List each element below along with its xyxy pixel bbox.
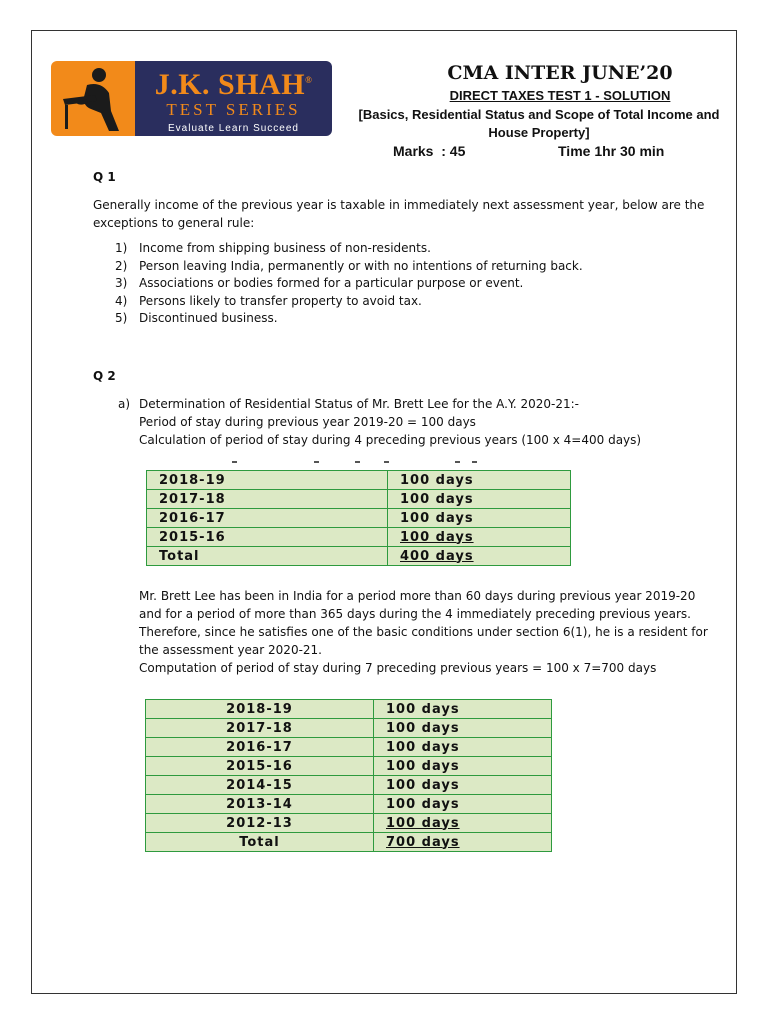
year-cell: 2016-17 xyxy=(147,509,388,528)
q1-intro-line: exceptions to general rule: xyxy=(93,216,255,230)
days-cell: 100 days xyxy=(374,757,552,776)
q2-paragraph-line: Mr. Brett Lee has been in India for a period more than 60 days during previous year 2019-20 xyxy=(139,589,696,603)
list-item xyxy=(115,240,583,258)
test-name: DIRECT TAXES TEST 1 - SOLUTION xyxy=(449,88,671,103)
year-cell: 2014-15 xyxy=(146,776,374,795)
stay-table-4-years xyxy=(146,470,571,566)
days-cell: 100 days xyxy=(374,795,552,814)
year-cell: 2017-18 xyxy=(146,719,374,738)
logo-tagline: Evaluate Learn Succeed xyxy=(168,122,299,134)
table-total-row xyxy=(147,547,571,566)
table-row xyxy=(147,471,571,490)
year-cell: 2018-19 xyxy=(147,471,388,490)
total-value: 400 days xyxy=(388,547,571,566)
list-item xyxy=(115,293,583,311)
test-scope xyxy=(344,106,734,142)
table-row xyxy=(146,719,552,738)
table-row xyxy=(147,509,571,528)
q2-paragraph-line: Therefore, since he satisfies one of the basic conditions under section 6(1), he is a resident for xyxy=(139,625,708,639)
logo-student-figure-icon xyxy=(51,61,135,136)
stay-table-7-years xyxy=(145,699,552,852)
list-number: 5) xyxy=(115,311,128,326)
q2-paragraph-line: and for a period of more than 365 days during the 4 immediately preceding previous years. xyxy=(139,607,691,621)
table-row xyxy=(146,738,552,757)
q1-intro-line: Generally income of the previous year is taxable in immediately next assessment year, below are the xyxy=(93,198,705,212)
marks: Marks : 45 xyxy=(393,143,466,159)
test-scope-line: [Basics, Residential Status and Scope of Total Income and xyxy=(358,107,720,122)
q2-text-line: Calculation of period of stay during 4 preceding previous years (100 x 4=400 days) xyxy=(139,433,642,447)
days-cell: 100 days xyxy=(374,814,552,833)
table-row xyxy=(146,814,552,833)
cropped-text-fragment xyxy=(228,459,478,465)
test-scope-line: House Property] xyxy=(488,125,590,140)
q2-heading: Q 2 xyxy=(93,369,116,383)
list-item xyxy=(115,310,583,328)
list-text: Person leaving India, permanently or with no intentions of returning back. xyxy=(139,258,583,273)
table-row xyxy=(146,700,552,719)
list-item xyxy=(115,275,583,293)
exam-title: CMA INTER JUNE’20 xyxy=(447,62,673,84)
registered-mark: ® xyxy=(305,74,313,85)
q1-heading: Q 1 xyxy=(93,170,116,184)
days-cell: 100 days xyxy=(374,776,552,795)
logo-text-panel xyxy=(135,61,332,136)
year-cell: 2017-18 xyxy=(147,490,388,509)
total-value: 700 days xyxy=(374,833,552,852)
q2-paragraph-line: the assessment year 2020-21. xyxy=(139,643,322,657)
time-allowed: Time 1hr 30 min xyxy=(558,143,665,159)
total-label: Total xyxy=(147,547,388,566)
jk-shah-logo xyxy=(51,61,332,136)
list-number: 4) xyxy=(115,293,128,308)
list-number: 2) xyxy=(115,258,128,273)
days-cell: 100 days xyxy=(388,509,571,528)
year-cell: 2018-19 xyxy=(146,700,374,719)
table-row xyxy=(146,795,552,814)
year-cell: 2013-14 xyxy=(146,795,374,814)
list-number: 3) xyxy=(115,276,128,291)
days-cell: 100 days xyxy=(374,738,552,757)
q2-paragraph-line: Computation of period of stay during 7 preceding previous years = 100 x 7=700 days xyxy=(139,661,657,675)
year-cell: 2016-17 xyxy=(146,738,374,757)
year-cell: 2015-16 xyxy=(147,528,388,547)
days-cell: 100 days xyxy=(388,528,571,547)
q2-part-label: a) xyxy=(118,397,131,411)
days-cell: 100 days xyxy=(374,700,552,719)
days-cell: 100 days xyxy=(388,490,571,509)
table-row xyxy=(146,757,552,776)
table-total-row xyxy=(146,833,552,852)
list-number: 1) xyxy=(115,241,128,255)
list-text: Persons likely to transfer property to avoid tax. xyxy=(139,293,422,308)
total-label: Total xyxy=(146,833,374,852)
year-cell: 2012-13 xyxy=(146,814,374,833)
days-cell: 100 days xyxy=(374,719,552,738)
list-text: Income from shipping business of non-residents. xyxy=(139,241,431,255)
year-cell: 2015-16 xyxy=(146,757,374,776)
logo-series: TEST SERIES xyxy=(166,99,301,119)
q2-text-line: Period of stay during previous year 2019-20 = 100 days xyxy=(139,415,476,429)
list-text: Discontinued business. xyxy=(139,311,278,326)
exceptions-list xyxy=(115,240,583,328)
list-text: Associations or bodies formed for a particular purpose or event. xyxy=(139,276,524,291)
table-row xyxy=(147,490,571,509)
table-row xyxy=(147,528,571,547)
days-cell: 100 days xyxy=(388,471,571,490)
q2-text-line: Determination of Residential Status of Mr. Brett Lee for the A.Y. 2020-21:- xyxy=(139,397,579,411)
logo-brand: J.K. SHAH® xyxy=(154,67,313,101)
list-item xyxy=(115,258,583,276)
table-row xyxy=(146,776,552,795)
